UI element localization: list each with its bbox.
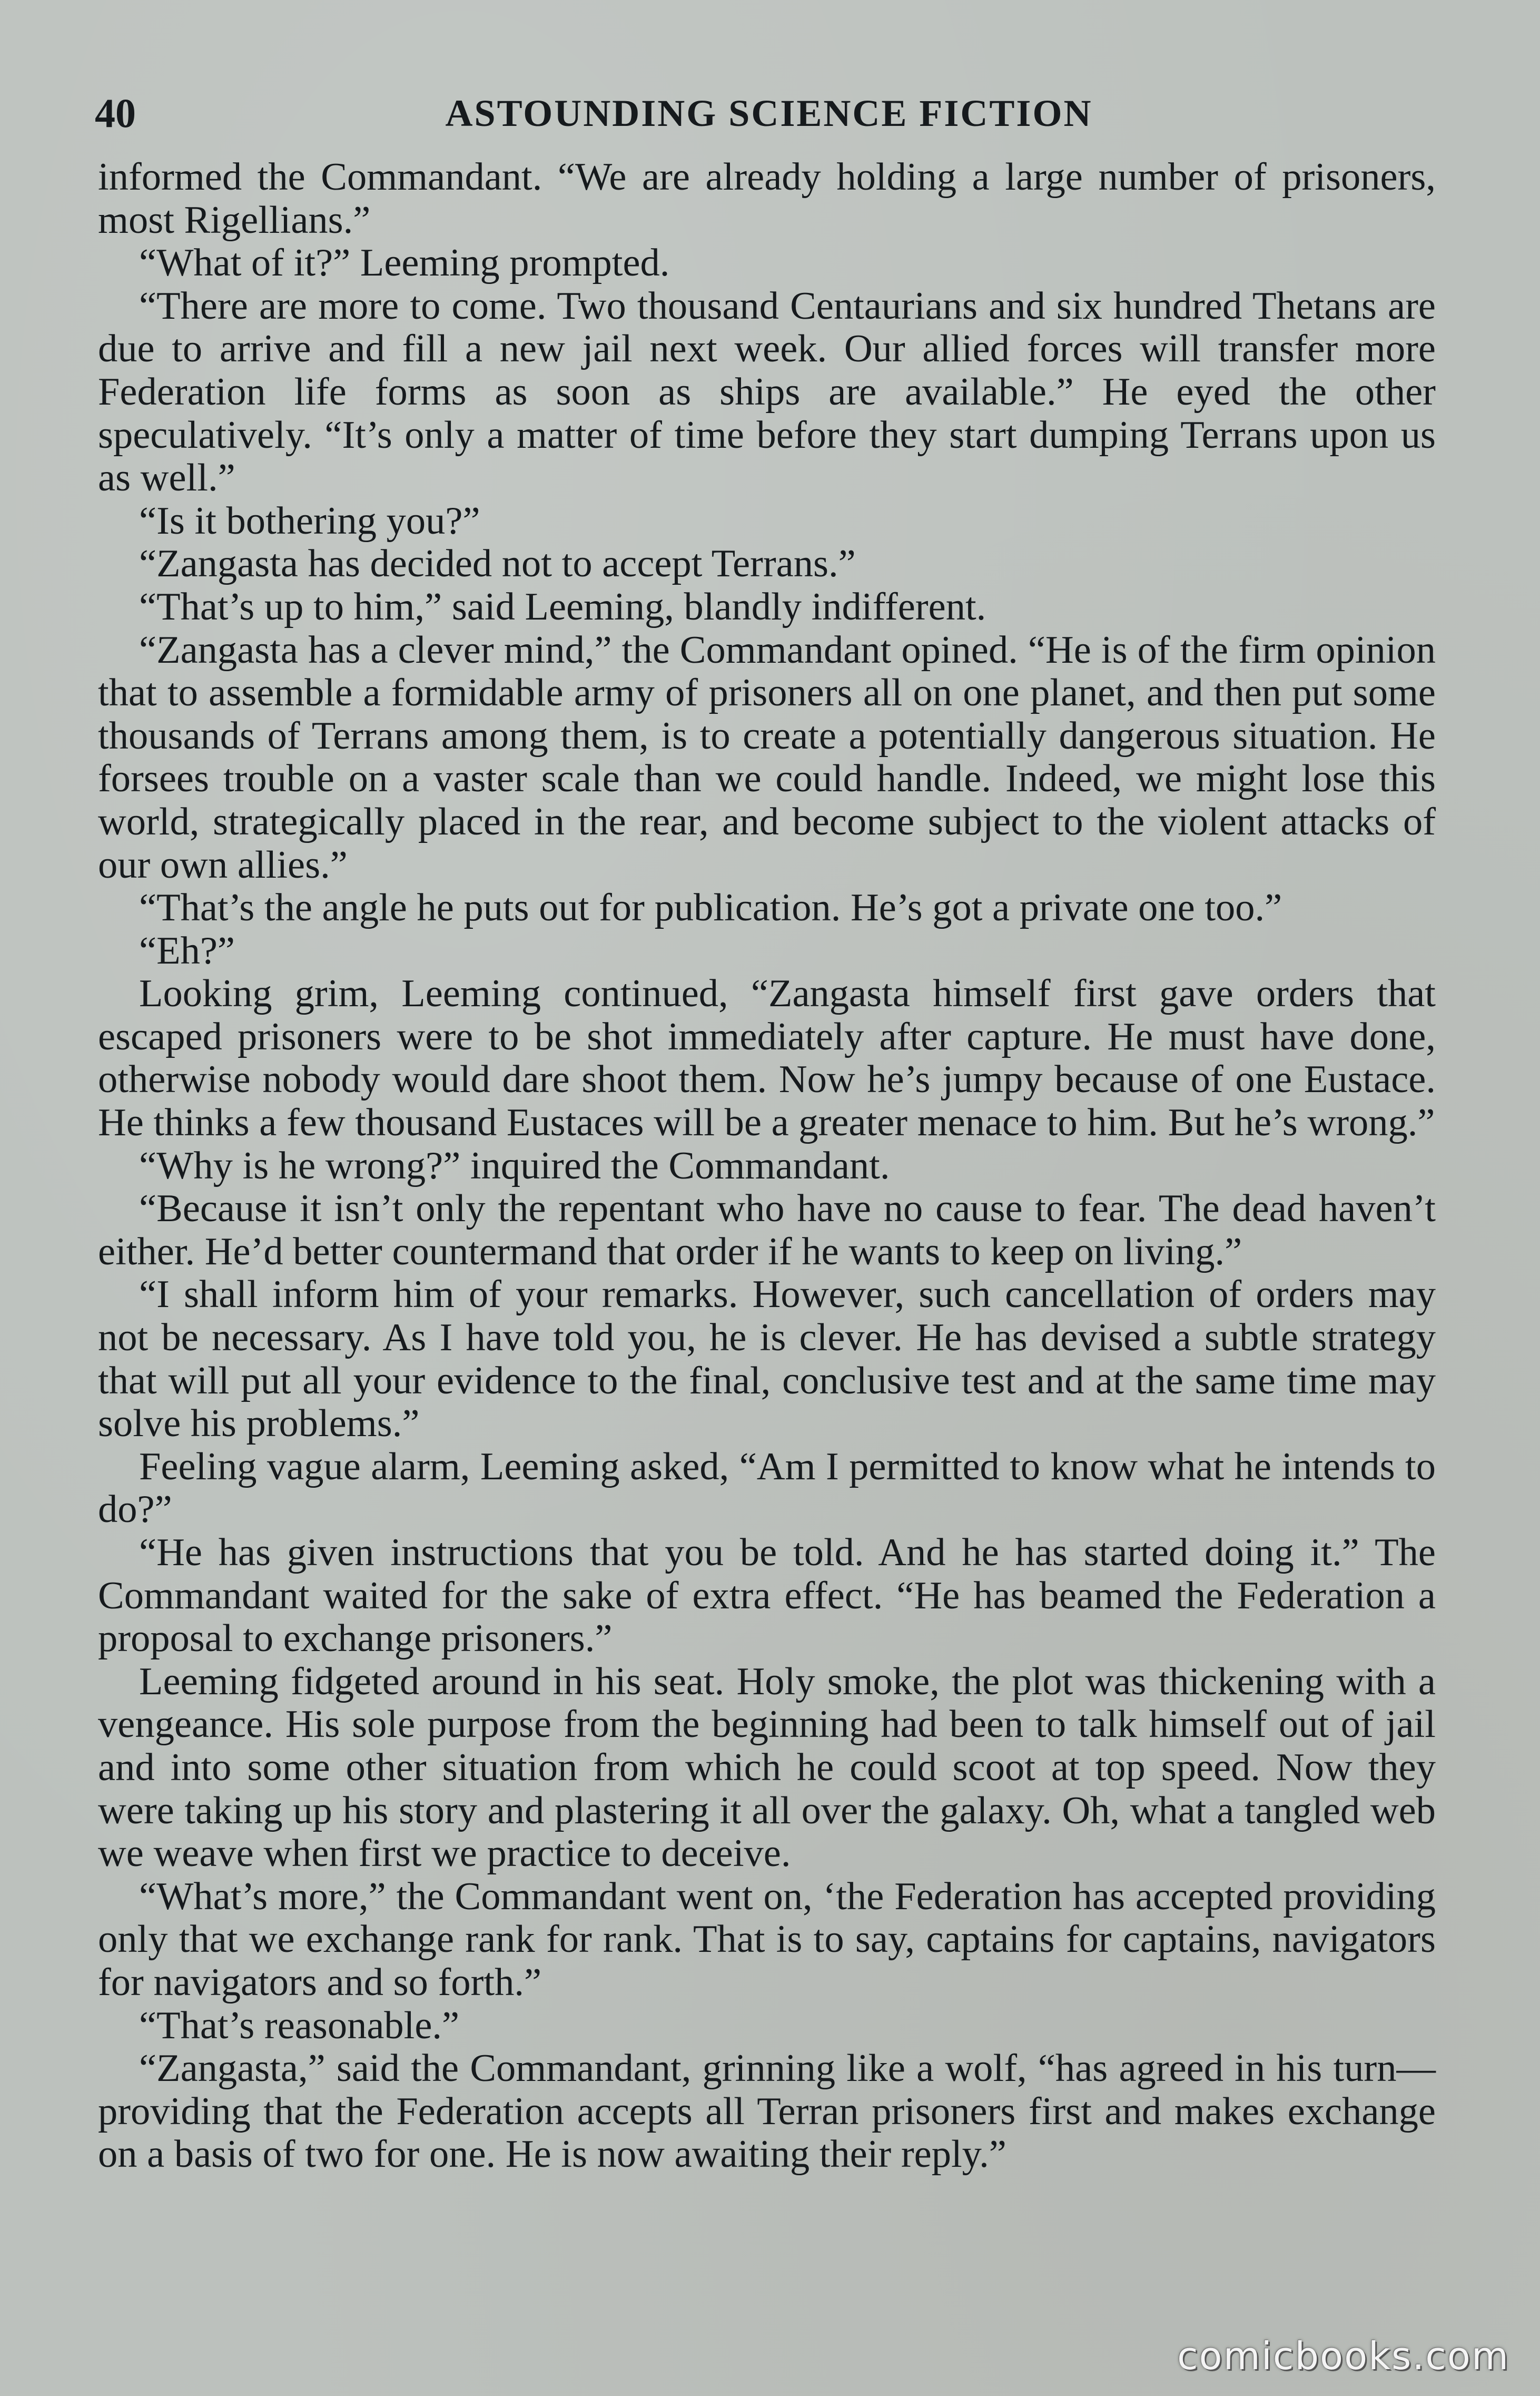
story-text	[98, 156, 1436, 2176]
paragraph: Leeming fidgeted around in his seat. Holy smoke, the plot was thickening with a vengeance. His sole purpose from the beginning had been to talk himself out of jail and into some other situation from which he could scoot at top speed. Now they were taking up his story and plastering it all over the galaxy. Oh, what a tangled web we weave when first we practice to deceive.	[98, 1659, 1436, 1875]
paragraph: Looking grim, Leeming continued, “Zangasta himself first gave orders that escaped prisoners were to be shot immediately after capture. He must have done, otherwise nobody would dare shoot them. Now he’s jumpy because of one Eustace. He thinks a few thousand Eustaces will be a greater menace to him. But he’s wrong.”	[98, 972, 1436, 1145]
paragraph: “Is it bothering you?”	[139, 499, 480, 543]
paragraph: “That’s reasonable.”	[139, 2004, 460, 2047]
paragraph: “He has given instructions that you be told. And he has started doing it.” The Commandant waited for the sake of extra effect. “He has beamed the Federation a proposal to exchange prisoners.”	[98, 1531, 1436, 1661]
page-header	[95, 84, 1443, 148]
paragraph: “What of it?” Leeming prompted.	[139, 241, 670, 285]
paragraph: “Eh?”	[139, 929, 235, 973]
paragraph: “I shall inform him of your remarks. However, such cancellation of orders may not be necessary. As I have told you, he is clever. He has devised a subtle strategy that will put all your evidence to the final, conclusive test and at the same time may solve his problems.”	[98, 1273, 1436, 1446]
paragraph: “That’s the angle he puts out for publication. He’s got a private one too.”	[139, 886, 1282, 930]
paragraph: “Zangasta has decided not to accept Terrans.”	[139, 542, 856, 586]
paragraph: informed the Commandant. “We are already holding a large number of prisoners, most Rigellians.”	[98, 155, 1436, 242]
running-title: ASTOUNDING SCIENCE FICTION	[445, 92, 1093, 134]
paragraph: “Because it isn’t only the repentant who have no cause to fear. The dead haven’t either. He’d better countermand that order if he wants to keep on living.”	[98, 1187, 1436, 1273]
page-number: 40	[95, 90, 136, 136]
paragraph: Feeling vague alarm, Leeming asked, “Am I permitted to know what he intends to do?”	[98, 1445, 1436, 1531]
paragraph: “What’s more,” the Commandant went on, ‘the Federation has accepted providing only that we exchange rank for rank. That is to say, captains for captains, navigators for navigators and so forth.”	[98, 1874, 1436, 2004]
paragraph: “There are more to come. Two thousand Centaurians and six hundred Thetans are due to arrive and fill a new jail next week. Our allied forces will transfer more Federation life forms as soon as ships are available.” He eyed the other speculatively. “It’s only a matter of time before they start dumping Terrans upon us as well.”	[98, 284, 1436, 500]
paragraph: “Zangasta,” said the Commandant, grinning like a wolf, “has agreed in his turn—providing that the Federation accepts all Terran prisoners first and makes exchange on a basis of two for one. He is now awaiting their reply.”	[98, 2047, 1436, 2176]
paragraph: “That’s up to him,” said Leeming, blandly indifferent.	[139, 585, 986, 629]
paragraph: “Why is he wrong?” inquired the Commandant.	[139, 1144, 890, 1187]
watermark-text: comicbooks.com	[1177, 2334, 1509, 2378]
paragraph: “Zangasta has a clever mind,” the Commandant opined. “He is of the firm opinion that to assemble a formidable army of prisoners all on one planet, and then put some thousands of Terrans among them, is to create a potentially dangerous situation. He forsees trouble on a vaster scale than we could handle. Indeed, we might lose this world, strategically placed in the rear, and become subject to the violent attacks of our own allies.”	[98, 628, 1436, 887]
